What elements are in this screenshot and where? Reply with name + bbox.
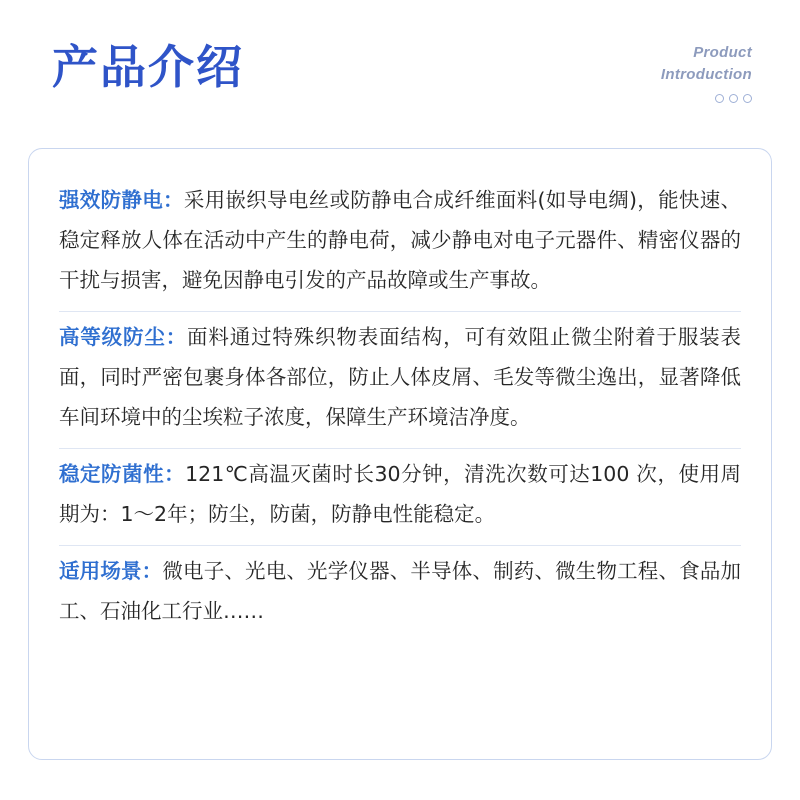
dot-icon <box>715 94 724 103</box>
page-title: 产品介绍 <box>52 40 244 94</box>
page-header <box>0 0 800 110</box>
english-subtitle-line-2: Introduction <box>660 65 752 83</box>
feature-section-antistatic <box>59 175 741 312</box>
feature-label: 强效防静电： <box>59 188 184 212</box>
feature-section-antibacterial <box>59 449 741 546</box>
dot-icon <box>729 94 738 103</box>
feature-paragraph <box>59 455 741 535</box>
english-subtitle-block <box>661 42 752 103</box>
feature-section-dustproof <box>59 312 741 449</box>
feature-label: 稳定防菌性： <box>59 461 186 486</box>
feature-text: 微电子、光电、光学仪器、半导体、制药、微生物工程、食品加工、石油化工行业…… <box>59 558 741 623</box>
feature-paragraph <box>59 318 741 438</box>
feature-label: 高等级防尘： <box>59 324 188 349</box>
decorative-dots <box>661 94 752 103</box>
feature-text: 121℃高温灭菌时长30分钟，清洗次数可达100 次，使用周期为：1～2年；防尘，防菌，防静电性能稳定。 <box>59 461 742 526</box>
feature-label: 适用场景： <box>59 558 163 583</box>
dot-icon <box>743 94 752 103</box>
feature-text: 面料通过特殊织物表面结构，可有效阻止微尘附着于服装表面，同时严密包裹身体各部位，防止人体皮屑、毛发等微尘逸出，显著降低车间环境中的尘埃粒子浓度，保障生产环境洁净度。 <box>59 324 742 429</box>
content-card <box>28 148 772 760</box>
feature-section-applications <box>59 546 741 642</box>
feature-paragraph <box>59 552 741 632</box>
english-subtitle-line-1: Product <box>693 44 752 61</box>
feature-text: 采用嵌织导电丝或防静电合成纤维面料(如导电绸)，能快速、稳定释放人体在活动中产生的静电荷，减少静电对电子元器件、精密仪器的干扰与损害，避免因静电引发的产品故障或生产事故。 <box>59 188 742 292</box>
feature-paragraph <box>59 181 741 301</box>
